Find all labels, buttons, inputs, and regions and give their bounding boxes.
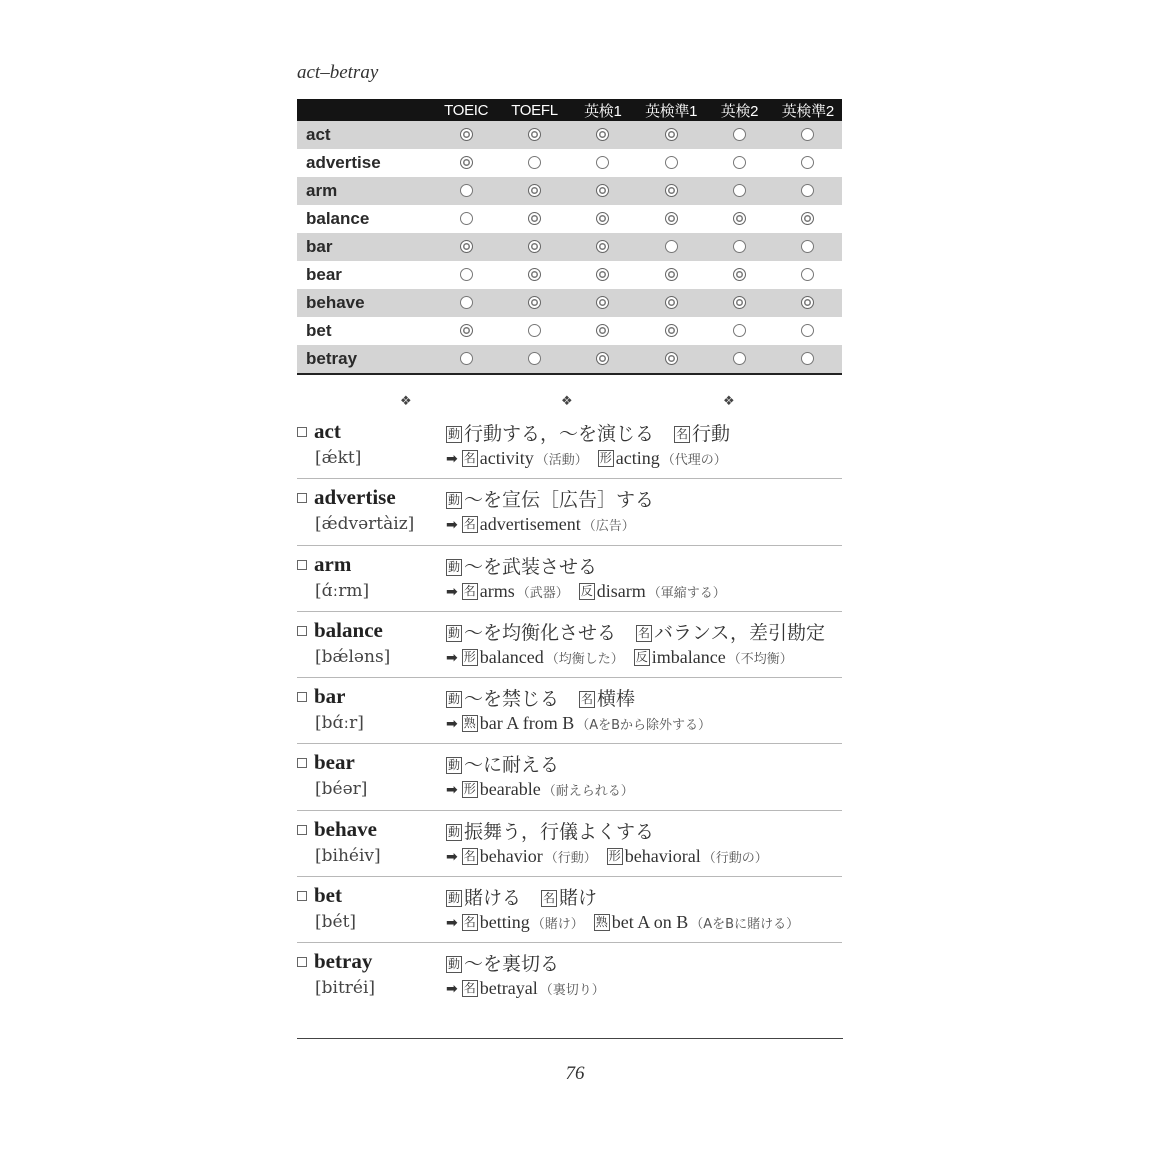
pronunciation: [bitréi] — [315, 978, 376, 999]
circle-icon — [801, 184, 814, 197]
list-item — [297, 744, 842, 810]
derivatives — [446, 581, 736, 602]
frequency-cell — [637, 177, 705, 205]
derivative-word: disarm — [596, 580, 646, 601]
definition-text: 賭け — [559, 887, 598, 910]
header-exam: TOEFL — [500, 99, 568, 121]
derivative-word: betting — [479, 912, 530, 933]
frequency-cell — [705, 121, 773, 149]
circle-icon — [596, 156, 609, 169]
derivatives — [446, 912, 809, 933]
list-item — [297, 943, 842, 1008]
circle-icon — [665, 156, 678, 169]
part-of-speech-badge: 名 — [543, 891, 556, 906]
definition-text: 行動 — [692, 423, 731, 445]
derivative-gloss: （AをBから除外する） — [576, 718, 712, 734]
definition-text: バランス，差引勘定 — [654, 621, 826, 644]
derivative-gloss: （不均衡） — [727, 651, 793, 667]
table-row-word: behave — [297, 289, 432, 317]
frequency-cell — [432, 205, 500, 233]
double-circle-icon — [665, 184, 678, 197]
part-of-speech-badge: 名 — [463, 517, 476, 532]
table-row — [297, 289, 842, 317]
derivatives — [446, 448, 737, 469]
arrow-right-icon: ➡ — [446, 981, 458, 998]
pronunciation: [ɑ́ːrm] — [315, 580, 370, 601]
circle-icon — [733, 352, 746, 365]
list-item — [297, 678, 842, 744]
header-exam: 英検1 — [569, 99, 637, 121]
frequency-cell — [774, 149, 842, 177]
checkbox[interactable] — [297, 427, 307, 437]
definitions — [446, 552, 617, 579]
table-row-word: balance — [306, 209, 370, 228]
circle-icon — [460, 184, 473, 197]
part-of-speech-badge: 動 — [447, 891, 460, 906]
definitions — [446, 618, 845, 645]
header-exam: 英検準2 — [774, 99, 842, 121]
frequency-cell — [500, 345, 568, 374]
pronunciation: [bɑ́ːr] — [315, 713, 364, 734]
checkbox[interactable] — [297, 493, 307, 503]
derivative-word: acting — [615, 448, 660, 468]
derivative-gloss: （裏切り） — [539, 983, 605, 999]
checkbox[interactable] — [297, 891, 307, 901]
part-of-speech-badge: 名 — [463, 583, 476, 598]
checkbox[interactable] — [297, 560, 307, 570]
double-circle-icon — [596, 296, 609, 309]
checkbox[interactable] — [297, 957, 307, 967]
list-item — [297, 612, 842, 678]
double-circle-icon — [460, 156, 473, 169]
frequency-cell — [637, 261, 705, 289]
double-circle-icon — [460, 240, 473, 253]
list-item — [297, 479, 842, 545]
arrow-right-icon: ➡ — [446, 915, 458, 932]
circle-icon — [733, 324, 746, 337]
headword: bet — [314, 883, 342, 908]
circle-icon — [733, 156, 746, 169]
derivative-word: bet A on B — [611, 912, 689, 933]
checkbox[interactable] — [297, 626, 307, 636]
derivative-word: balanced — [479, 646, 544, 667]
frequency-table — [297, 99, 842, 375]
double-circle-icon — [665, 212, 678, 225]
derivative-gloss: （武器） — [516, 585, 569, 601]
double-circle-icon — [801, 296, 814, 309]
frequency-cell — [774, 317, 842, 345]
list-item — [297, 811, 842, 877]
frequency-cell — [774, 261, 842, 289]
headword: act — [314, 419, 341, 443]
part-of-speech-badge: 形 — [599, 451, 612, 465]
part-of-speech-badge: 名 — [463, 915, 476, 930]
frequency-cell — [637, 345, 705, 374]
derivative-gloss: （行動） — [544, 850, 597, 866]
frequency-cell — [569, 261, 637, 289]
derivative-gloss: （耐えられる） — [542, 784, 634, 800]
frequency-cell — [705, 205, 773, 233]
double-circle-icon — [596, 324, 609, 337]
page-number: 76 — [565, 1063, 585, 1084]
headword: balance — [314, 617, 383, 642]
frequency-cell — [569, 205, 637, 233]
pronunciation: [bǽləns] — [315, 646, 391, 667]
headword: bear — [314, 750, 355, 775]
list-item — [297, 413, 842, 479]
frequency-cell — [500, 121, 568, 149]
frequency-cell — [569, 289, 637, 317]
derivative-word: arms — [479, 580, 515, 601]
headword: arm — [314, 551, 352, 576]
part-of-speech-badge: 熟 — [595, 915, 608, 930]
part-of-speech-badge: 動 — [447, 758, 460, 773]
double-circle-icon — [528, 212, 541, 225]
frequency-cell — [432, 317, 500, 345]
headword: betray — [314, 949, 373, 974]
frequency-cell — [432, 261, 500, 289]
double-circle-icon — [665, 296, 678, 309]
table-row-word: betray — [297, 345, 432, 374]
derivative-word: behavior — [479, 845, 543, 866]
double-circle-icon — [596, 240, 609, 253]
circle-icon — [801, 156, 814, 169]
frequency-cell — [500, 149, 568, 177]
frequency-cell — [705, 177, 773, 205]
derivative-word: betrayal — [479, 978, 538, 999]
separator-diamond: ❖ — [400, 394, 412, 409]
derivative-gloss: （軍縮する） — [647, 585, 726, 601]
definition-text: ～を均衡化させる — [464, 621, 617, 644]
part-of-speech-badge: 名 — [676, 427, 689, 441]
double-circle-icon — [733, 296, 746, 309]
derivatives — [446, 846, 778, 867]
list-item — [297, 546, 842, 612]
entry-list — [297, 413, 842, 1009]
part-of-speech-badge: 熟 — [463, 716, 476, 731]
frequency-cell — [637, 121, 705, 149]
frequency-cell — [637, 233, 705, 261]
double-circle-icon — [596, 128, 609, 141]
pronunciation: [béər] — [315, 779, 368, 800]
frequency-cell — [500, 261, 568, 289]
table-row — [297, 149, 842, 177]
frequency-cell — [637, 149, 705, 177]
derivatives — [446, 514, 645, 535]
frequency-cell — [774, 205, 842, 233]
derivative-gloss: （行動の） — [702, 850, 768, 866]
frequency-cell — [432, 233, 500, 261]
header-exam: TOEIC — [432, 99, 500, 121]
table-row-word: bet — [306, 321, 332, 340]
frequency-cell — [705, 149, 773, 177]
derivative-word: bearable — [479, 779, 541, 800]
derivatives — [446, 779, 644, 800]
double-circle-icon — [596, 212, 609, 225]
separator-diamond: ❖ — [723, 394, 735, 409]
part-of-speech-badge: 動 — [447, 493, 460, 508]
checkbox[interactable] — [297, 758, 307, 768]
table-row-word: advertise — [306, 153, 381, 172]
double-circle-icon — [528, 296, 541, 309]
headword: bar — [314, 684, 346, 709]
frequency-cell — [774, 289, 842, 317]
table-row-word: act — [297, 121, 432, 149]
circle-icon — [801, 240, 814, 253]
frequency-cell — [774, 177, 842, 205]
arrow-right-icon: ➡ — [446, 649, 458, 666]
frequency-cell — [569, 177, 637, 205]
circle-icon — [460, 268, 473, 281]
circle-icon — [528, 352, 541, 365]
header-exam: 英検2 — [705, 99, 773, 121]
frequency-cell — [705, 289, 773, 317]
derivative-word: bar A from B — [479, 713, 575, 734]
frequency-cell — [569, 317, 637, 345]
header-blank — [297, 99, 432, 121]
definitions — [446, 485, 674, 512]
frequency-cell — [500, 205, 568, 233]
frequency-cell — [569, 345, 637, 374]
frequency-cell — [432, 289, 500, 317]
arrow-right-icon: ➡ — [446, 451, 458, 467]
checkbox[interactable] — [297, 692, 307, 702]
double-circle-icon — [733, 212, 746, 225]
double-circle-icon — [665, 352, 678, 365]
double-circle-icon — [596, 184, 609, 197]
headword: advertise — [314, 485, 396, 510]
part-of-speech-badge: 動 — [447, 427, 460, 441]
circle-icon — [733, 240, 746, 253]
definition-text: ～を禁じる — [464, 688, 560, 711]
frequency-cell — [705, 261, 773, 289]
derivative-gloss: （広告） — [582, 519, 635, 535]
frequency-cell — [432, 149, 500, 177]
derivative-gloss: （活動） — [535, 453, 588, 468]
pronunciation: [bét] — [315, 912, 357, 933]
pronunciation: [ǽkt] — [315, 448, 362, 468]
arrow-right-icon: ➡ — [446, 782, 458, 799]
circle-icon — [665, 240, 678, 253]
definition-text: 行動する，～を演じる — [464, 423, 655, 445]
double-circle-icon — [596, 268, 609, 281]
part-of-speech-badge: 反 — [635, 649, 648, 664]
frequency-cell — [774, 233, 842, 261]
circle-icon — [528, 324, 541, 337]
frequency-cell — [637, 205, 705, 233]
frequency-cell — [569, 121, 637, 149]
frequency-cell — [500, 177, 568, 205]
pronunciation: [bihéiv] — [315, 845, 381, 866]
definition-text: 賭ける — [464, 887, 522, 910]
frequency-cell — [432, 345, 500, 374]
arrow-right-icon: ➡ — [446, 848, 458, 865]
definitions — [446, 883, 617, 910]
double-circle-icon — [665, 324, 678, 337]
definitions — [446, 419, 750, 446]
circle-icon — [801, 268, 814, 281]
checkbox[interactable] — [297, 825, 307, 835]
table-row-word: arm — [297, 177, 432, 205]
definitions — [446, 684, 655, 711]
frequency-cell — [637, 289, 705, 317]
derivatives — [446, 978, 615, 999]
part-of-speech-badge: 動 — [447, 692, 460, 707]
part-of-speech-badge: 形 — [463, 649, 476, 664]
derivatives — [446, 713, 721, 734]
list-item — [297, 877, 842, 943]
table-row — [297, 121, 842, 149]
table-header-row — [297, 99, 842, 121]
double-circle-icon — [460, 128, 473, 141]
table-row — [297, 205, 842, 233]
table-row — [297, 261, 842, 289]
derivative-word: imbalance — [651, 646, 726, 667]
table-row — [297, 177, 842, 205]
table-row — [297, 317, 842, 345]
frequency-cell — [774, 345, 842, 374]
arrow-right-icon: ➡ — [446, 583, 458, 600]
frequency-cell — [569, 233, 637, 261]
part-of-speech-badge: 動 — [447, 625, 460, 640]
frequency-cell — [637, 317, 705, 345]
definition-text: ～を裏切る — [464, 953, 560, 976]
table-row-word: bar — [297, 233, 432, 261]
double-circle-icon — [528, 240, 541, 253]
part-of-speech-badge: 名 — [463, 451, 476, 465]
derivatives — [446, 647, 803, 668]
double-circle-icon — [733, 268, 746, 281]
bottom-rule — [297, 1038, 843, 1039]
frequency-cell — [569, 149, 637, 177]
circle-icon — [801, 324, 814, 337]
frequency-cell — [500, 289, 568, 317]
definition-text: ～に耐える — [464, 754, 560, 777]
derivative-gloss: （代理の） — [661, 453, 727, 468]
definition-text: ～を宣伝［広告］する — [464, 489, 655, 512]
arrow-right-icon: ➡ — [446, 517, 458, 534]
frequency-cell — [432, 177, 500, 205]
definition-text: ～を武装させる — [464, 555, 598, 578]
part-of-speech-badge: 形 — [463, 782, 476, 797]
part-of-speech-badge: 名 — [638, 625, 651, 640]
derivative-gloss: （均衡した） — [545, 651, 624, 667]
frequency-cell — [500, 233, 568, 261]
circle-icon — [460, 212, 473, 225]
frequency-cell — [705, 317, 773, 345]
circle-icon — [528, 156, 541, 169]
table-row — [297, 345, 842, 374]
double-circle-icon — [596, 352, 609, 365]
frequency-cell — [500, 317, 568, 345]
definitions — [446, 750, 579, 777]
circle-icon — [733, 184, 746, 197]
definitions — [446, 817, 674, 844]
part-of-speech-badge: 動 — [447, 957, 460, 972]
circle-icon — [801, 128, 814, 141]
part-of-speech-badge: 名 — [463, 848, 476, 863]
definition-text: 横棒 — [597, 688, 636, 711]
frequency-cell — [705, 233, 773, 261]
derivative-gloss: （AをBに賭ける） — [690, 917, 800, 933]
circle-icon — [460, 352, 473, 365]
frequency-cell — [705, 345, 773, 374]
arrow-right-icon: ➡ — [446, 716, 458, 733]
double-circle-icon — [460, 324, 473, 337]
derivative-word: advertisement — [479, 514, 581, 535]
double-circle-icon — [665, 128, 678, 141]
separator-diamond: ❖ — [561, 394, 573, 409]
pronunciation: [ǽdvərtàiz] — [315, 514, 415, 535]
frequency-cell — [774, 121, 842, 149]
circle-icon — [733, 128, 746, 141]
double-circle-icon — [801, 212, 814, 225]
part-of-speech-badge: 名 — [581, 692, 594, 707]
part-of-speech-badge: 動 — [447, 824, 460, 839]
table-row-word: bear — [306, 265, 342, 284]
page-header: act–betray — [297, 62, 379, 83]
part-of-speech-badge: 動 — [447, 559, 460, 574]
derivative-word: behavioral — [624, 845, 701, 866]
double-circle-icon — [665, 268, 678, 281]
circle-icon — [801, 352, 814, 365]
derivative-word: activity — [479, 448, 534, 468]
frequency-cell — [432, 121, 500, 149]
headword: behave — [314, 816, 377, 841]
double-circle-icon — [528, 268, 541, 281]
part-of-speech-badge: 名 — [463, 981, 476, 996]
circle-icon — [460, 296, 473, 309]
part-of-speech-badge: 反 — [580, 583, 593, 598]
double-circle-icon — [528, 128, 541, 141]
part-of-speech-badge: 形 — [608, 848, 621, 863]
definitions — [446, 949, 579, 976]
definition-text: 振舞う，行儀よくする — [464, 820, 655, 843]
header-exam: 英検準1 — [637, 99, 705, 121]
table-row — [297, 233, 842, 261]
double-circle-icon — [528, 184, 541, 197]
derivative-gloss: （賭け） — [531, 917, 584, 933]
